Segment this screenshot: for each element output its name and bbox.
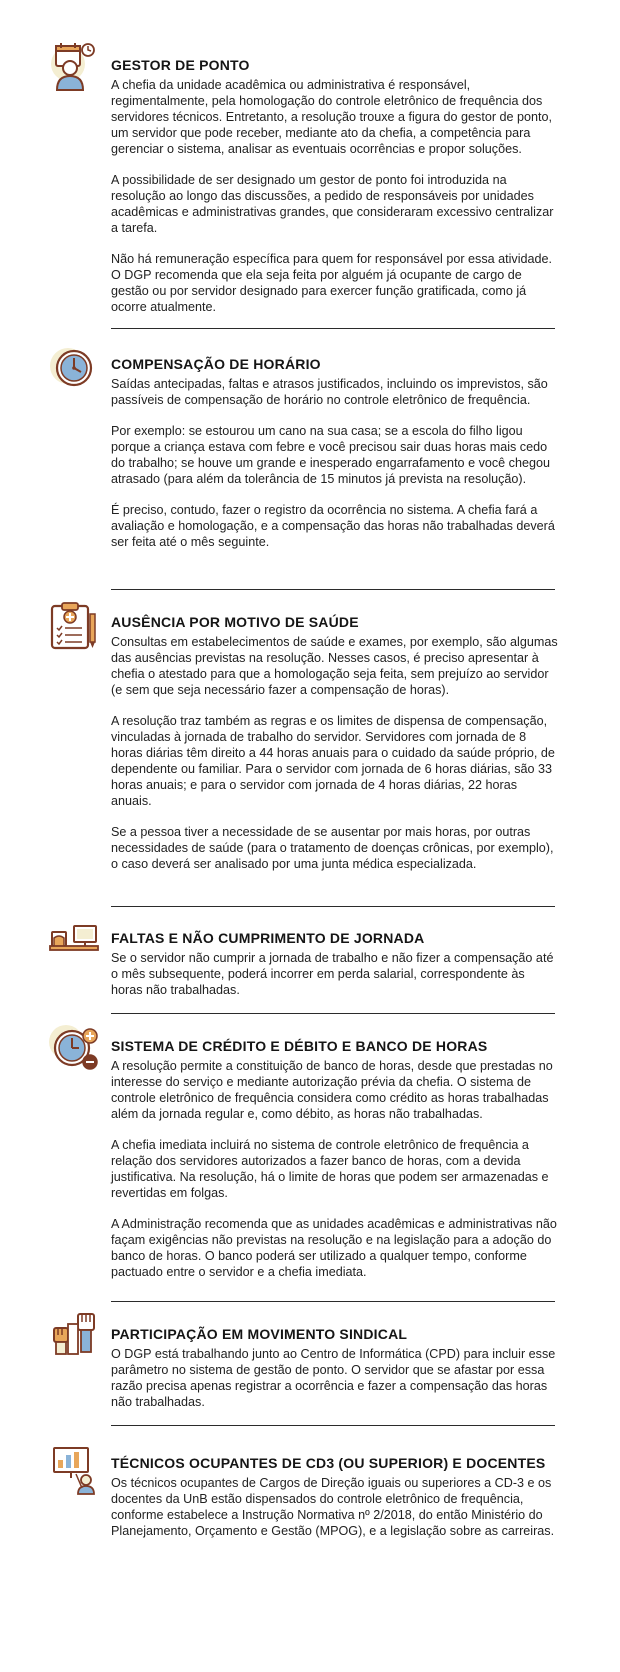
section-paragraph: O DGP está trabalhando junto ao Centro de Informática (CPD) para incluir esse parâmetro no sistema de gestão de ponto. O servidor que se afastar por essa razão precisa apenas registrar a ocorrência e fazer a compensação das horas não trabalhadas.: [111, 1347, 556, 1409]
clock-plus-minus-icon: [48, 1022, 100, 1074]
section-divider: [111, 1425, 555, 1426]
section-title: SISTEMA DE CRÉDITO E DÉBITO E BANCO DE HORAS: [111, 1038, 488, 1054]
section-title: PARTICIPAÇÃO EM MOVIMENTO SINDICAL: [111, 1326, 408, 1342]
section-title: AUSÊNCIA POR MOTIVO DE SAÚDE: [111, 614, 359, 630]
section-divider: [111, 1013, 555, 1014]
presentation-board-icon: [48, 1444, 100, 1496]
empty-desk-icon: [48, 918, 100, 970]
section-paragraph: Por exemplo: se estourou um cano na sua casa; se a escola do filho ligou porque a criança estava com febre e você precisou sair duas horas mais cedo do trabalho; se houve um grande e inesperado engarrafamento e você chegou atrasado (para além da tolerância de 15 minutos já prevista na resolução).: [111, 424, 550, 486]
wall-clock-icon: [48, 344, 100, 396]
section-paragraph: A Administração recomenda que as unidades acadêmicas e administrativas não façam exigências não previstas na resolução e na legislação para a adoção do banco de horas. O banco poderá ser utilizado a qualquer tempo, conforme pactuado entre o servidor e a chefia imediata.: [111, 1217, 557, 1279]
section-paragraph: Se a pessoa tiver a necessidade de se ausentar por mais horas, por outras necessidades de saúde (para o tratamento de doenças crônicas, por exemplo), o caso deverá ser analisado por uma junta médica especializada.: [111, 825, 554, 871]
section-paragraph: A resolução traz também as regras e os limites de dispensa de compensação, vinculadas à jornada de trabalho do servidor. Servidores com jornada de 8 horas diárias têm direito a 44 horas anuais para o cuidado da saúde próprio, de dependente ou familiar. Para o servidor com jornada de 6 horas diárias, são 33 horas anuais; e para o servidor com jornada de 4 horas diárias, 22 horas anuais.: [111, 714, 555, 808]
section-paragraph: A possibilidade de ser designado um gestor de ponto foi introduzida na resolução ao longo das discussões, a pedido de responsáveis por unidades acadêmicas e administrativas grandes, que consideraram excessivo centralizar a tarefa.: [111, 173, 554, 235]
section-paragraph: Não há remuneração específica para quem for responsável por essa atividade. O DGP recomenda que ela seja feita por alguém já ocupante de cargo de gestão ou por servidor designado para exercer função gratificada, como já ocorre atualmente.: [111, 252, 553, 314]
section-divider: [111, 328, 555, 329]
section-title: COMPENSAÇÃO DE HORÁRIO: [111, 356, 321, 372]
raised-fists-icon: [48, 1310, 100, 1362]
section-divider: [111, 589, 555, 590]
section-paragraph: A chefia imediata incluirá no sistema de controle eletrônico de frequência a relação dos servidores autorizados a fazer banco de horas, com a devida justificativa. Na resolução, há o limite de horas que podem ser armazenadas e revertidas em folgas.: [111, 1138, 549, 1200]
section-title: TÉCNICOS OCUPANTES DE CD3 (OU SUPERIOR) E DOCENTES: [111, 1455, 546, 1471]
section-title: GESTOR DE PONTO: [111, 57, 250, 73]
section-divider: [111, 1301, 555, 1302]
section-paragraph: Se o servidor não cumprir a jornada de trabalho e não fizer a compensação até o mês subsequente, poderá incorrer em perda salarial, correspondente às horas não trabalhadas.: [111, 951, 554, 997]
section-paragraph: A resolução permite a constituição de banco de horas, desde que prestadas no interesse do serviço e mediante autorização prévia da chefia. O sistema de controle eletrônico de frequência considera como crédito as horas trabalhadas além da jornada regular e, como débito, as horas não trabalhadas.: [111, 1059, 553, 1121]
section-paragraph: Os técnicos ocupantes de Cargos de Direção iguais ou superiores a CD-3 e os docentes da UnB estão dispensados do controle eletrônico de frequência, conforme estabelece a Instrução Normativa nº 2/2018, do então Ministério do Planejamento, Orçamento e Gestão (MPOG), e a legislação sobre as carreiras.: [111, 1476, 555, 1538]
section-paragraph: É preciso, contudo, fazer o registro da ocorrência no sistema. A chefia fará a avaliação e homologação, e a compensação das horas não trabalhadas deverá ser feita até o mês seguinte.: [111, 503, 555, 549]
section-paragraph: Consultas em estabelecimentos de saúde e exames, por exemplo, são algumas das ausências previstas na resolução. Nesses casos, é preciso apresentar à chefia o atestado para que a homologação seja feita, sem prejuízo ao servidor (e sem que seja necessário fazer a compensação de horas).: [111, 635, 558, 697]
section-title: FALTAS E NÃO CUMPRIMENTO DE JORNADA: [111, 930, 425, 946]
medical-clipboard-icon: [48, 600, 100, 652]
section-paragraph: Saídas antecipadas, faltas e atrasos justificados, incluindo os imprevistos, são passíveis de compensação de horário no controle eletrônico de frequência.: [111, 377, 548, 407]
section-paragraph: A chefia da unidade acadêmica ou administrativa é responsável, regimentalmente, pela homologação do controle eletrônico de frequência dos servidores técnicos. Entretanto, a resolução trouxe a figura do gestor de ponto, um servidor que pode receber, mediante ato da chefia, a competência para gerenciar o sistema, analisar as eventuais ocorrências e propor soluções.: [111, 78, 553, 156]
section-divider: [111, 906, 555, 907]
calendar-clock-user-icon: [48, 40, 100, 92]
